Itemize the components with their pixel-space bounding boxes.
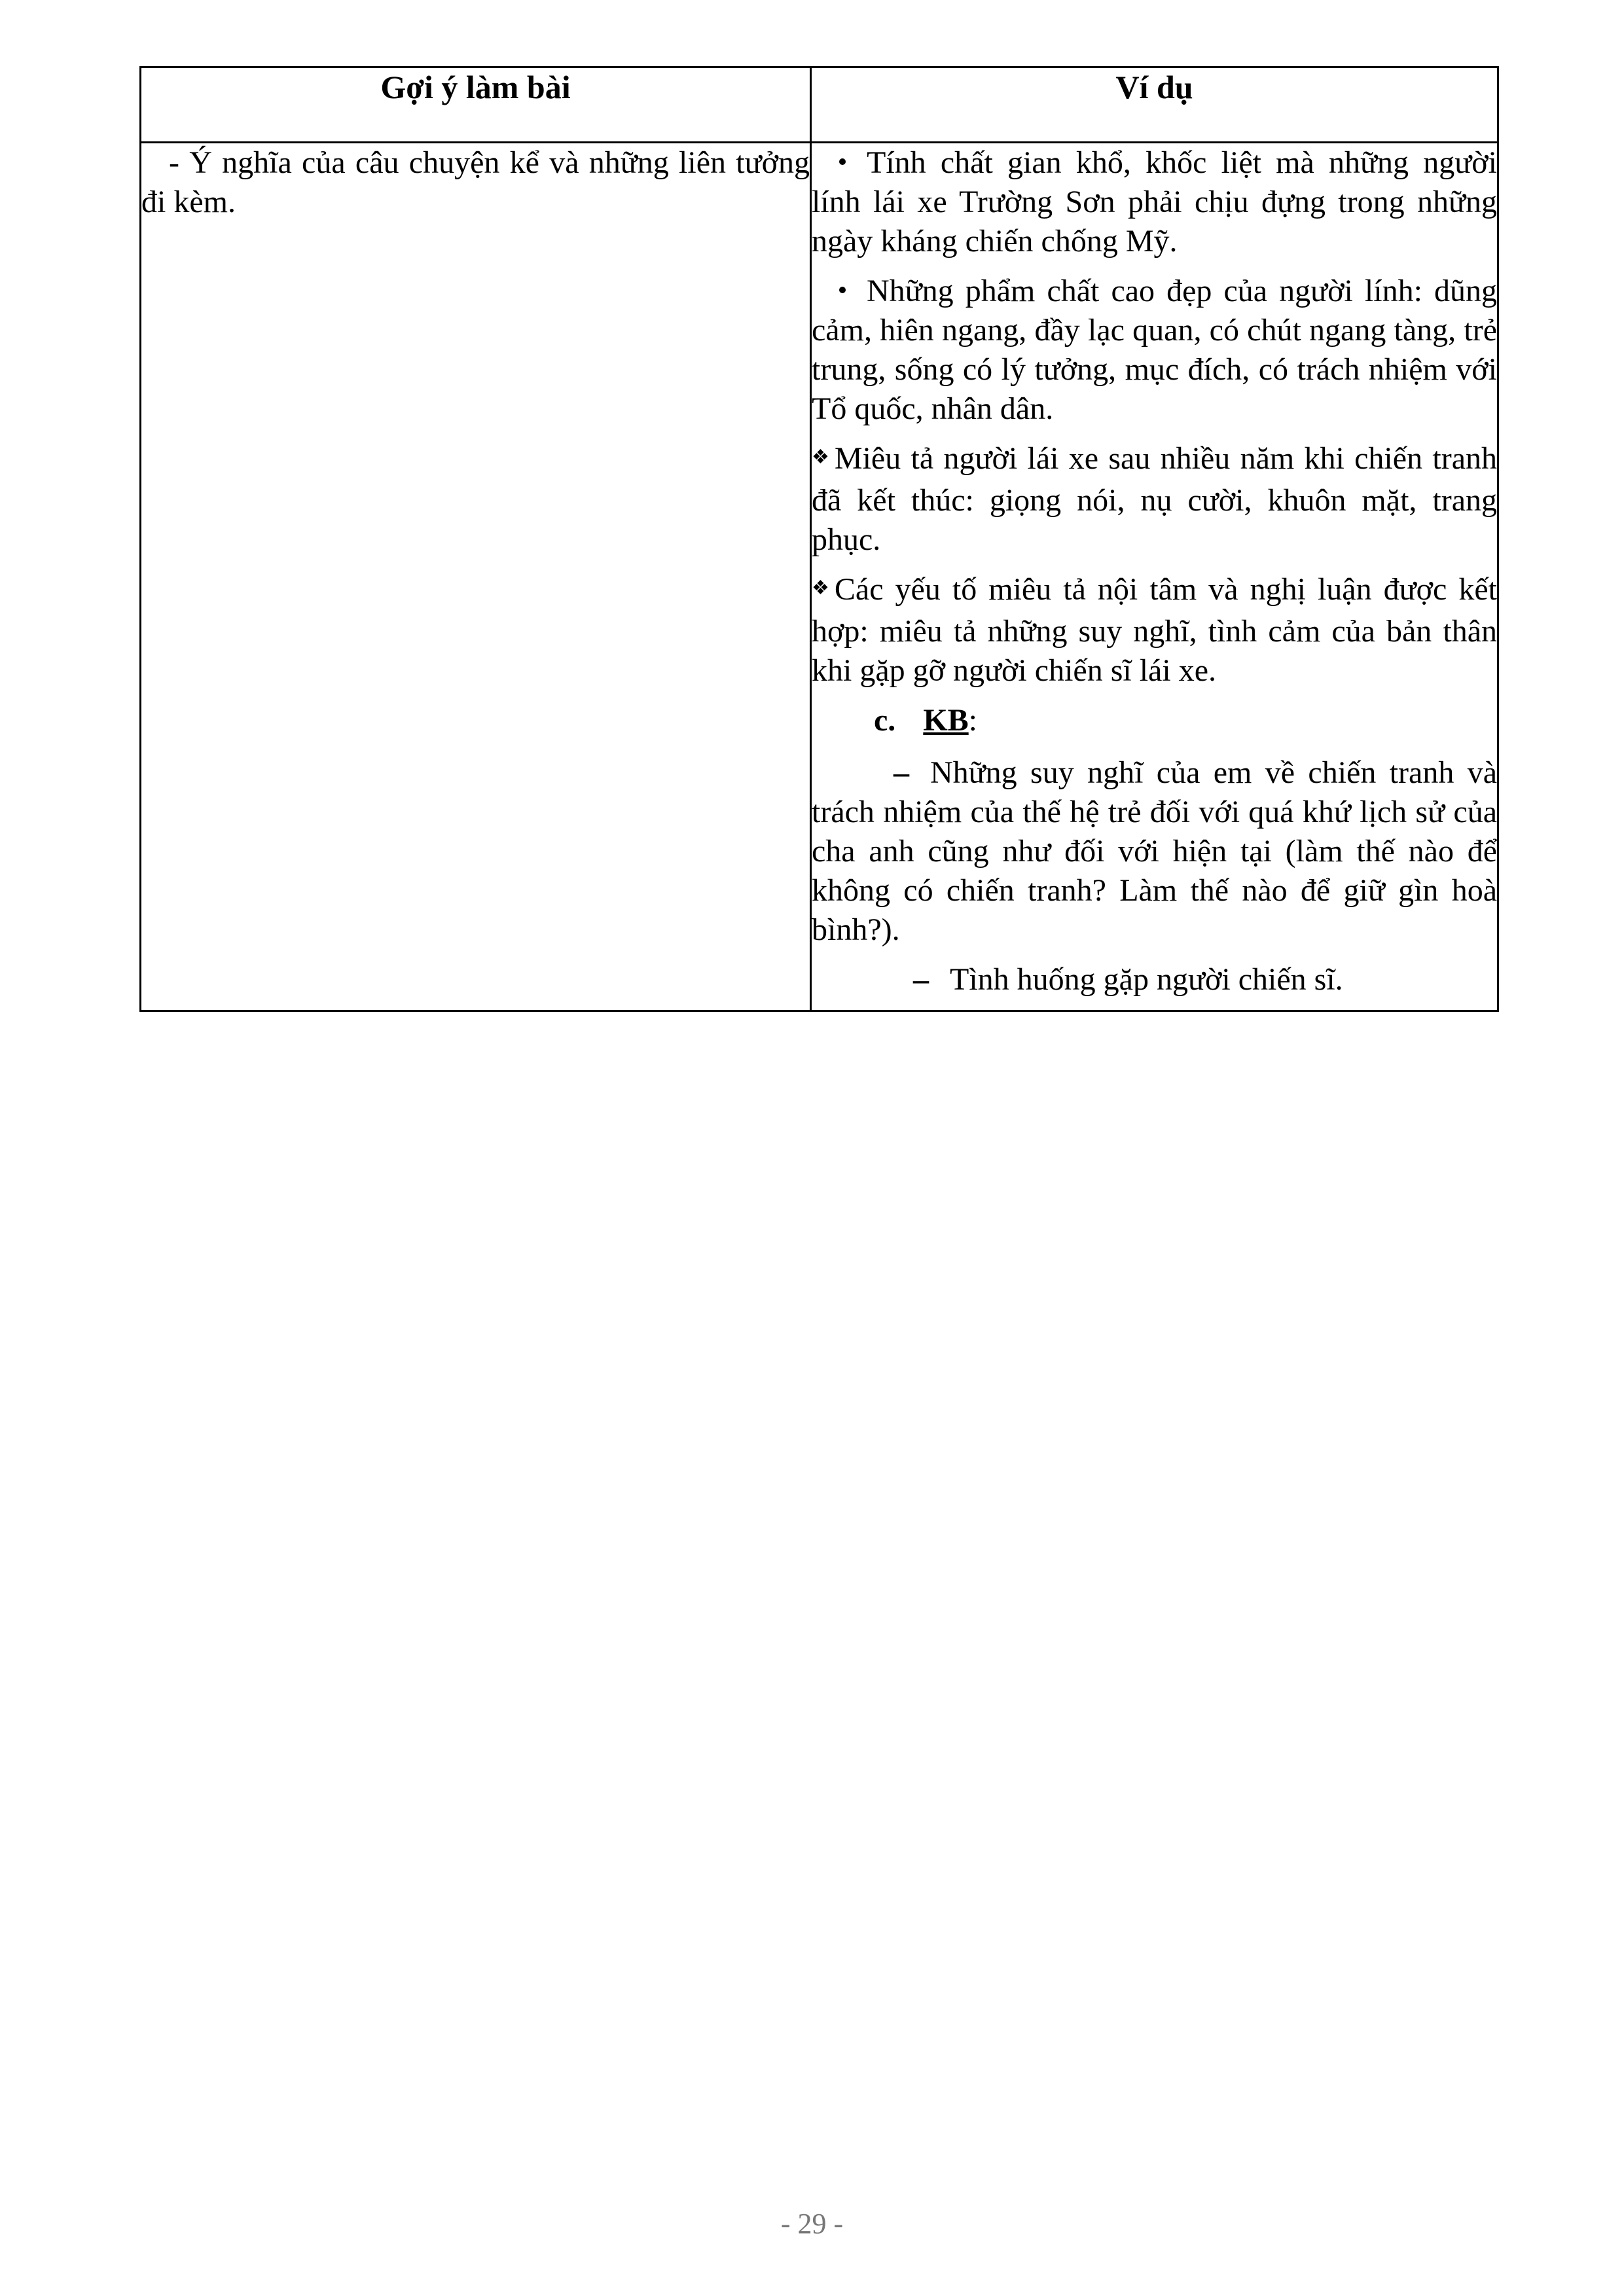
content-table [139, 66, 1499, 1012]
example-item-text: Miêu tả người lái xe sau nhiều năm khi chiến tranh đã kết thúc: giọng nói, nụ cười, khuôn mặt, trang phục. [812, 441, 1497, 557]
conclusion-item-text: Tình huống gặp người chiến sĩ. [950, 961, 1343, 997]
diamond-bullet-icon: ❖ [812, 577, 829, 599]
header-hint: Gợi ý làm bài [141, 67, 811, 143]
example-item [812, 272, 1497, 429]
header-example: Ví dụ [811, 67, 1498, 143]
table-header-row [141, 67, 1498, 143]
diamond-bullet-icon: ❖ [812, 446, 829, 468]
hint-text: - Ý nghĩa của câu chuyện kể và những liên tưởng đi kèm. [141, 145, 810, 219]
conclusion-item [812, 960, 1497, 999]
section-label: c. [874, 702, 896, 738]
bullet-icon [839, 287, 846, 293]
dash-icon: – [913, 961, 929, 997]
section-colon: : [968, 702, 978, 738]
bullet-icon [839, 158, 846, 165]
conclusion-item-text: Những suy nghĩ của em về chiến tranh và trách nhiệm của thế hệ trẻ đối với quá khứ lịch sử của cha anh cũng như đối với hiện tại (làm thế nào để không có chiến tranh? Làm thế nào để giữ gìn hoà bình?). [812, 755, 1497, 947]
conclusion-item [812, 753, 1497, 950]
page-number: - 29 - [780, 2208, 844, 2240]
hint-cell [141, 143, 811, 1011]
example-item [812, 143, 1497, 261]
example-item-text: Tính chất gian khổ, khốc liệt mà những người lính lái xe Trường Sơn phải chịu đựng trong những ngày kháng chiến chống Mỹ. [812, 145, 1497, 259]
example-item [812, 439, 1497, 560]
section-title: KB [923, 702, 969, 738]
example-item-text: Các yếu tố miêu tả nội tâm và nghị luận được kết hợp: miêu tả những suy nghĩ, tình cảm của bản thân khi gặp gỡ người chiến sĩ lái xe. [812, 571, 1497, 688]
example-cell [811, 143, 1498, 1011]
table-row [141, 143, 1498, 1011]
section-heading [874, 701, 1497, 740]
example-item-text: Những phẩm chất cao đẹp của người lính: dũng cảm, hiên ngang, đầy lạc quan, có chút ngang tàng, trẻ trung, sống có lý tưởng, mục đích, có trách nhiệm với Tổ quốc, nhân dân. [812, 274, 1497, 426]
example-item [812, 570, 1497, 691]
dash-icon: – [893, 755, 909, 790]
